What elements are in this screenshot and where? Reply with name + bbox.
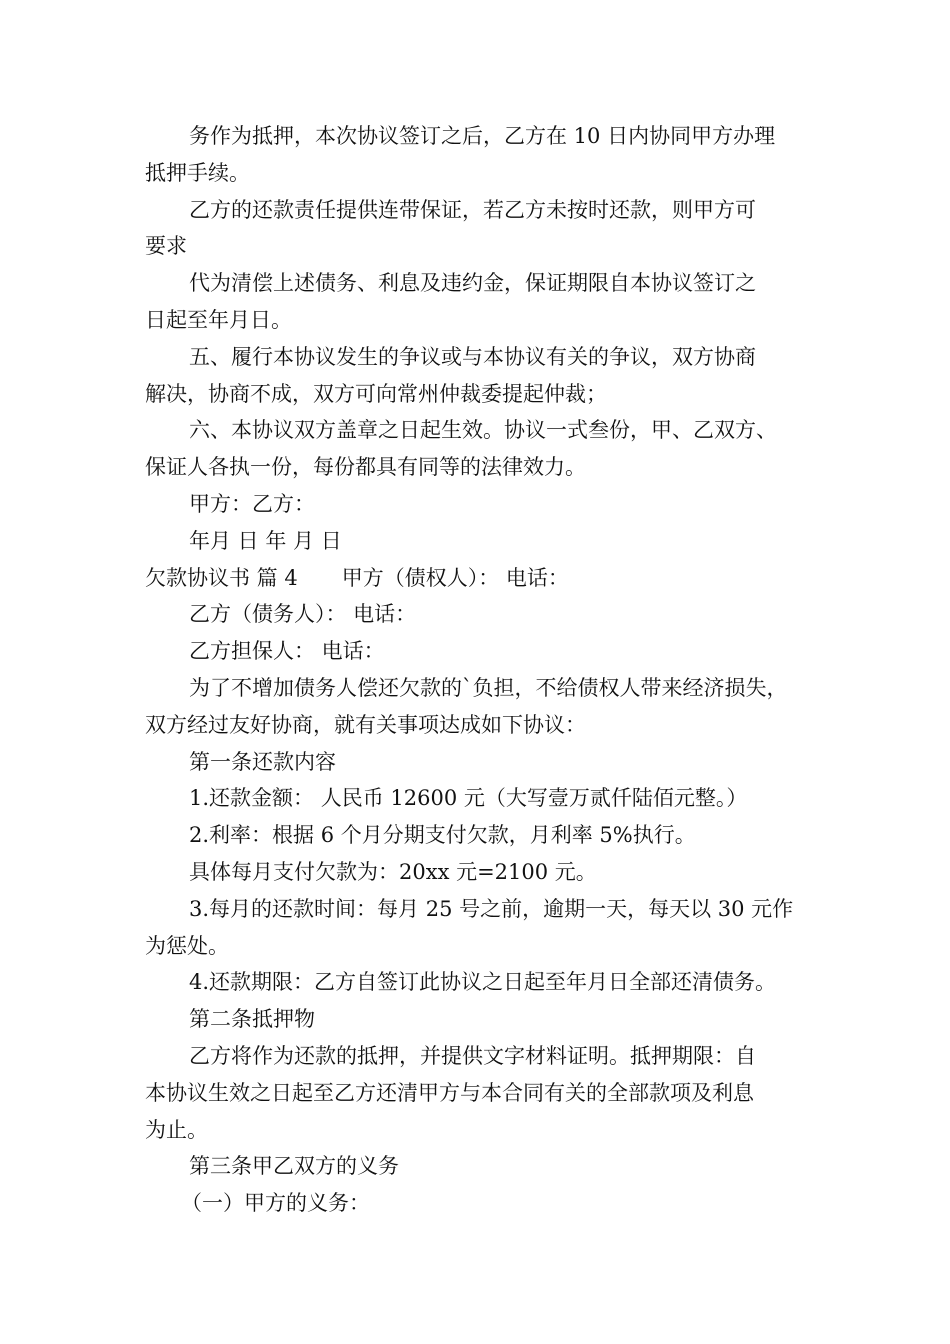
text-line: 乙方将作为还款的抵押，并提供文字材料证明。抵押期限：自 (189, 1043, 756, 1068)
text-line: 4.还款期限：乙方自签订此协议之日起至年月日全部还清债务。 (189, 970, 777, 995)
text-line: 乙方担保人： 电话： (189, 639, 385, 664)
text-line: 乙方（债务人）： 电话： (189, 602, 417, 627)
text-line: 要求 (145, 234, 187, 259)
date-line: 年月 日 年 月 日 (189, 528, 342, 553)
text-line: 乙方的还款责任提供连带保证，若乙方未按时还款，则甲方可 (189, 197, 756, 222)
text-line: 1.还款金额： 人民币 12600 元（大写壹万贰仟陆佰元整。） (189, 786, 748, 811)
text-line: 解决，协商不成，双方可向常州仲裁委提起仲裁； (145, 381, 607, 406)
text-line: 3.每月的还款时间：每月 25 号之前，逾期一天，每天以 30 元作 (189, 896, 794, 921)
document-body (145, 118, 815, 1222)
signature-line: 甲方：乙方： (189, 491, 315, 516)
text-line: 为了不增加债务人偿还欠款的`负担，不给债权人带来经济损失， (189, 675, 788, 700)
text-line: 日起至年月日。 (145, 307, 292, 332)
text-line: （一）甲方的义务： (181, 1191, 370, 1216)
article-heading: 第一条还款内容 (189, 749, 336, 774)
creditor-line: 甲方（债权人）： 电话： (341, 565, 569, 590)
section-heading-line (145, 560, 815, 597)
text-line: 为止。 (145, 1117, 208, 1142)
text-line: 具体每月支付欠款为：20xx 元=2100 元。 (189, 859, 597, 884)
text-line: 抵押手续。 (145, 160, 250, 185)
text-line: 2.利率：根据 6 个月分期支付欠款，月利率 5%执行。 (189, 823, 696, 848)
text-line: 代为清偿上述债务、利息及违约金，保证期限自本协议签订之 (189, 271, 756, 296)
text-line: 务作为抵押，本次协议签订之后，乙方在 10 日内协同甲方办理 (189, 124, 776, 148)
article-heading: 第三条甲乙双方的义务 (189, 1154, 399, 1179)
article-heading: 第二条抵押物 (189, 1007, 315, 1032)
text-line: 双方经过友好协商，就有关事项达成如下协议： (145, 712, 586, 737)
text-line: 本协议生效之日起至乙方还清甲方与本合同有关的全部款项及利息 (145, 1080, 754, 1105)
text-line: 为惩处。 (145, 933, 229, 958)
text-line: 五、履行本协议发生的争议或与本协议有关的争议，双方协商 (189, 344, 756, 369)
text-line: 六、本协议双方盖章之日起生效。协议一式叁份，甲、乙双方、 (189, 418, 777, 443)
section-title: 欠款协议书 篇 4 (145, 565, 298, 590)
text-line: 保证人各执一份，每份都具有同等的法律效力。 (145, 455, 586, 480)
